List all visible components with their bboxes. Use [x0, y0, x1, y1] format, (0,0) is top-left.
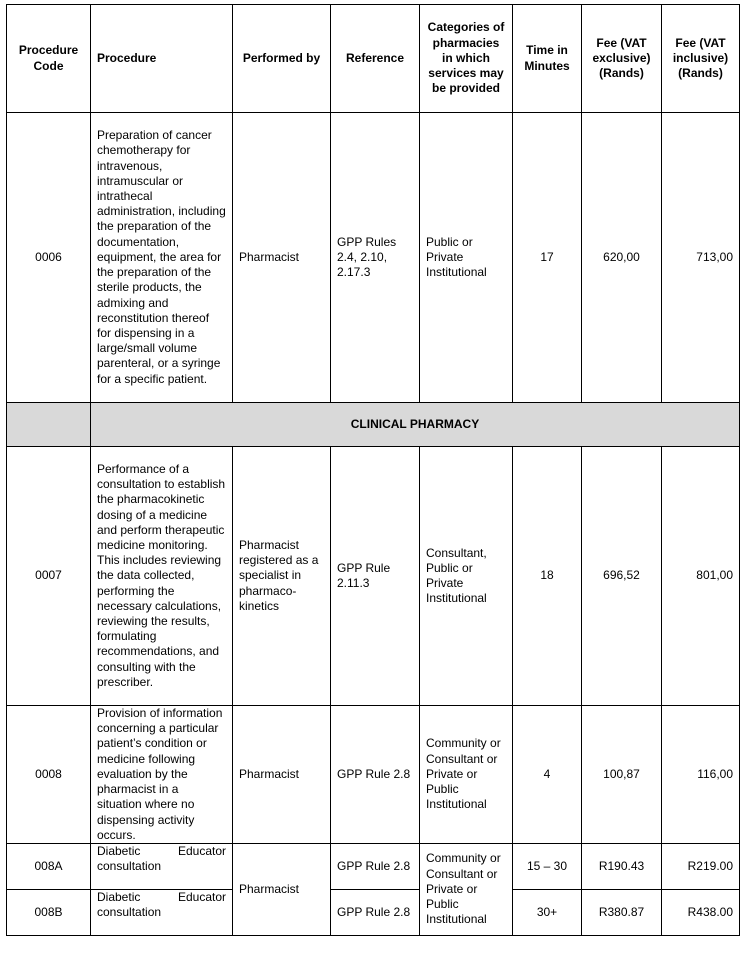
pharmacy-categories: Consultant, Public or Private Institutional — [420, 447, 513, 706]
fee-vat-inclusive: 713,00 — [662, 113, 740, 403]
fee-vat-exclusive: 620,00 — [582, 113, 662, 403]
time-minutes: 4 — [513, 706, 582, 844]
procedure-code: 0007 — [7, 447, 91, 706]
header-time: Time in Minutes — [513, 5, 582, 113]
fee-vat-inclusive: R438.00 — [662, 890, 740, 936]
procedure-description: Provision of information concerning a particular patient’s condition or medicine following evaluation by the pharmacist in a situation where no dispensing activity occurs. — [91, 706, 233, 844]
procedure-description: Performance of a consultation to establish the pharmacokinetic dosing of a medicine and perform therapeutic medicine monitoring. This includes reviewing the data collected, performing the necessary calculations, reviewing the results, formulating recommendations, and consulting with the prescriber. — [91, 447, 233, 706]
reference: GPP Rule 2.11.3 — [331, 447, 420, 706]
time-minutes: 30+ — [513, 890, 582, 936]
time-minutes: 17 — [513, 113, 582, 403]
fees-table — [6, 4, 740, 936]
reference: GPP Rule 2.8 — [331, 706, 420, 844]
reference: GPP Rule 2.8 — [331, 890, 420, 936]
table-row — [7, 447, 740, 706]
fee-vat-exclusive: R380.87 — [582, 890, 662, 936]
header-procedure-code: Procedure Code — [7, 5, 91, 113]
header-reference: Reference — [331, 5, 420, 113]
performed-by: Pharmacist registered as a specialist in pharmaco-kinetics — [233, 447, 331, 706]
fee-vat-exclusive: 696,52 — [582, 447, 662, 706]
table-row — [7, 113, 740, 403]
fee-vat-inclusive: 116,00 — [662, 706, 740, 844]
header-fee-excl: Fee (VAT exclusive) (Rands) — [582, 5, 662, 113]
performed-by: Pharmacist — [233, 706, 331, 844]
fee-vat-inclusive: R219.00 — [662, 844, 740, 890]
procedure-code: 008A — [7, 844, 91, 890]
procedure-code: 008B — [7, 890, 91, 936]
header-performed-by: Performed by — [233, 5, 331, 113]
reference: GPP Rule 2.8 — [331, 844, 420, 890]
procedure-line: consultation — [97, 905, 162, 920]
pharmacy-categories: Public or Private Institutional — [420, 113, 513, 403]
section-row — [7, 403, 740, 447]
procedure-line: Diabetic Educator — [97, 890, 226, 904]
header-categories: Categories of pharmacies in which services may be provided — [420, 5, 513, 113]
pharmacy-categories: Community or Consultant or Private or Public Institutional — [420, 706, 513, 844]
section-title: CLINICAL PHARMACY — [91, 403, 740, 447]
header-row — [7, 5, 740, 113]
procedure-description: Preparation of cancer chemotherapy for intravenous, intramuscular or intrathecal administration, including the preparation of the documentation, equipment, the area for the preparation of the sterile products, the admixing and reconstitution thereof for dispensing in a large/small volume parenteral, or a syringe for a specific patient. — [91, 113, 233, 403]
fee-vat-exclusive: 100,87 — [582, 706, 662, 844]
table-row — [7, 706, 740, 844]
time-minutes: 15 – 30 — [513, 844, 582, 890]
header-fee-incl: Fee (VAT inclusive) (Rands) — [662, 5, 740, 113]
performed-by: Pharmacist — [233, 113, 331, 403]
procedure-description — [91, 844, 233, 890]
procedure-line: consultation — [97, 859, 162, 874]
table-row — [7, 890, 740, 936]
header-procedure: Procedure — [91, 5, 233, 113]
time-minutes: 18 — [513, 447, 582, 706]
procedure-description — [91, 890, 233, 936]
procedure-code: 0008 — [7, 706, 91, 844]
procedure-line: Diabetic Educator — [97, 844, 226, 858]
performed-by: Pharmacist — [233, 844, 331, 936]
fee-vat-inclusive: 801,00 — [662, 447, 740, 706]
fee-vat-exclusive: R190.43 — [582, 844, 662, 890]
reference: GPP Rules 2.4, 2.10, 2.17.3 — [331, 113, 420, 403]
procedure-code: 0006 — [7, 113, 91, 403]
table-row — [7, 844, 740, 890]
pharmacy-categories: Community or Consultant or Private or Public Institutional — [420, 844, 513, 936]
section-spacer — [7, 403, 91, 447]
